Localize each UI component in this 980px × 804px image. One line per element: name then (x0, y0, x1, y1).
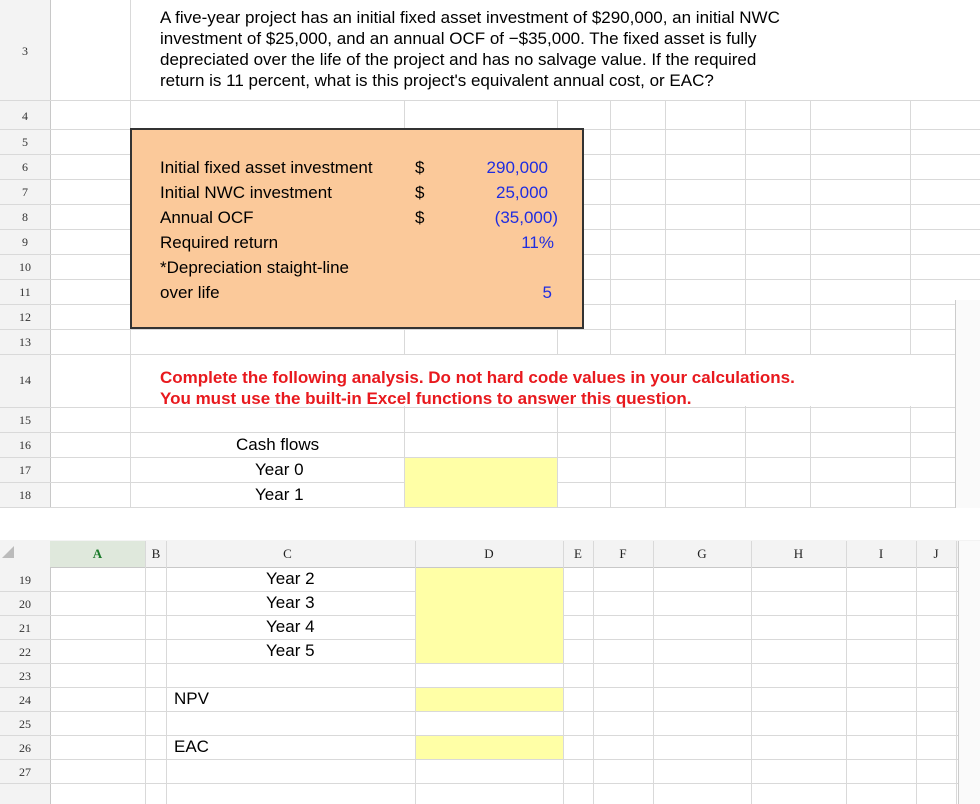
row-number[interactable]: 10 (19, 260, 31, 274)
required-return-value[interactable]: 11% (521, 233, 554, 252)
depreciation-label-cont[interactable]: over life (160, 283, 220, 302)
npv-label[interactable]: NPV (174, 689, 209, 708)
grid-line (0, 663, 960, 664)
grid-line (751, 541, 752, 804)
grid-line (0, 432, 980, 433)
row-number[interactable]: 4 (22, 109, 28, 123)
column-header-b[interactable]: B (151, 546, 161, 561)
row-number[interactable]: 12 (19, 310, 31, 324)
row-number[interactable]: 7 (22, 185, 28, 199)
fixed-asset-label[interactable]: Initial fixed asset investment (160, 158, 373, 177)
row-number[interactable]: 26 (19, 741, 31, 755)
row-number[interactable]: 9 (22, 235, 28, 249)
year-0-label[interactable]: Year 0 (255, 460, 304, 479)
eac-label[interactable]: EAC (174, 737, 209, 756)
grid-line (145, 541, 146, 804)
screenshot-separator (0, 508, 980, 540)
grid-line (563, 541, 564, 804)
row-number[interactable]: 18 (19, 488, 31, 502)
column-header-e[interactable]: E (574, 546, 582, 561)
question-line: depreciated over the life of the project and has no salvage value. If the required (160, 50, 757, 69)
year-3-label[interactable]: Year 3 (266, 593, 315, 612)
grid-line (0, 711, 960, 712)
fixed-asset-value[interactable]: 290,000 (486, 158, 548, 177)
column-header-i[interactable]: I (878, 546, 884, 561)
year-4-label[interactable]: Year 4 (266, 617, 315, 636)
ocf-value[interactable]: (35,000) (494, 208, 558, 227)
row-number[interactable]: 14 (19, 373, 31, 387)
grid-line (0, 100, 980, 101)
row-number[interactable]: 24 (19, 693, 31, 707)
column-header-d[interactable]: D (484, 546, 494, 561)
instruction-line: You must use the built-in Excel functions to answer this question. (160, 389, 692, 408)
year-2-5-cashflow-input[interactable] (416, 568, 563, 663)
column-header-f[interactable]: F (619, 546, 627, 561)
question-line: investment of $25,000, and an annual OCF of −$35,000. The fixed asset is fully (160, 29, 757, 48)
select-all-corner-icon[interactable] (2, 546, 14, 558)
nwc-value[interactable]: 25,000 (496, 183, 548, 202)
fixed-asset-currency: $ (415, 158, 425, 177)
instruction-line: Complete the following analysis. Do not hard code values in your calculations. (160, 368, 795, 387)
grid-line (166, 541, 167, 804)
vertical-scrollbar-bottom[interactable] (958, 541, 980, 804)
row-number[interactable]: 27 (19, 765, 31, 779)
column-header-c[interactable]: C (283, 546, 292, 561)
grid-line (0, 783, 960, 784)
row-number[interactable]: 20 (19, 597, 31, 611)
grid-line (0, 759, 960, 760)
grid-line (0, 329, 980, 330)
grid-line (846, 541, 847, 804)
column-header-g[interactable]: G (697, 546, 707, 561)
row-number[interactable]: 5 (22, 135, 28, 149)
column-header-h[interactable]: H (793, 546, 804, 561)
year-2-label[interactable]: Year 2 (266, 569, 315, 588)
eac-answer-cell[interactable] (416, 736, 563, 759)
row-number[interactable]: 17 (19, 463, 31, 477)
year-0-1-cashflow-input[interactable] (405, 458, 557, 507)
row-number[interactable]: 13 (19, 335, 31, 349)
question-line: A five-year project has an initial fixed asset investment of $290,000, an initial NWC (160, 8, 780, 27)
row-number[interactable]: 25 (19, 717, 31, 731)
vertical-scrollbar[interactable] (955, 300, 980, 508)
grid-line (593, 541, 594, 804)
cash-flows-header[interactable]: Cash flows (236, 435, 320, 454)
row-number[interactable]: 6 (22, 160, 28, 174)
year-5-label[interactable]: Year 5 (266, 641, 315, 660)
nwc-currency: $ (415, 183, 425, 202)
row-number[interactable]: 15 (19, 413, 31, 427)
nwc-label[interactable]: Initial NWC investment (160, 183, 332, 202)
row-number[interactable]: 11 (19, 285, 31, 299)
row-number[interactable]: 19 (19, 573, 31, 587)
ocf-currency: $ (415, 208, 425, 227)
depreciation-label[interactable]: *Depreciation staight-line (160, 258, 349, 277)
row-number[interactable]: 16 (19, 438, 31, 452)
project-life-value[interactable]: 5 (542, 283, 552, 302)
row-number[interactable]: 8 (22, 210, 28, 224)
column-header-j[interactable]: J (933, 546, 939, 561)
row-number[interactable]: 23 (19, 669, 31, 683)
row-number[interactable]: 22 (19, 645, 31, 659)
grid-line (653, 541, 654, 804)
year-1-label[interactable]: Year 1 (255, 485, 304, 504)
row-number[interactable]: 3 (22, 44, 28, 58)
npv-answer-cell[interactable] (416, 688, 563, 711)
required-return-label[interactable]: Required return (160, 233, 279, 252)
question-line: return is 11 percent, what is this project's equivalent annual cost, or EAC? (160, 71, 714, 90)
ocf-label[interactable]: Annual OCF (160, 208, 254, 227)
grid-line (916, 541, 917, 804)
row-number[interactable]: 21 (19, 621, 31, 635)
grid-line (956, 541, 957, 804)
column-header-a[interactable]: A (50, 541, 145, 567)
